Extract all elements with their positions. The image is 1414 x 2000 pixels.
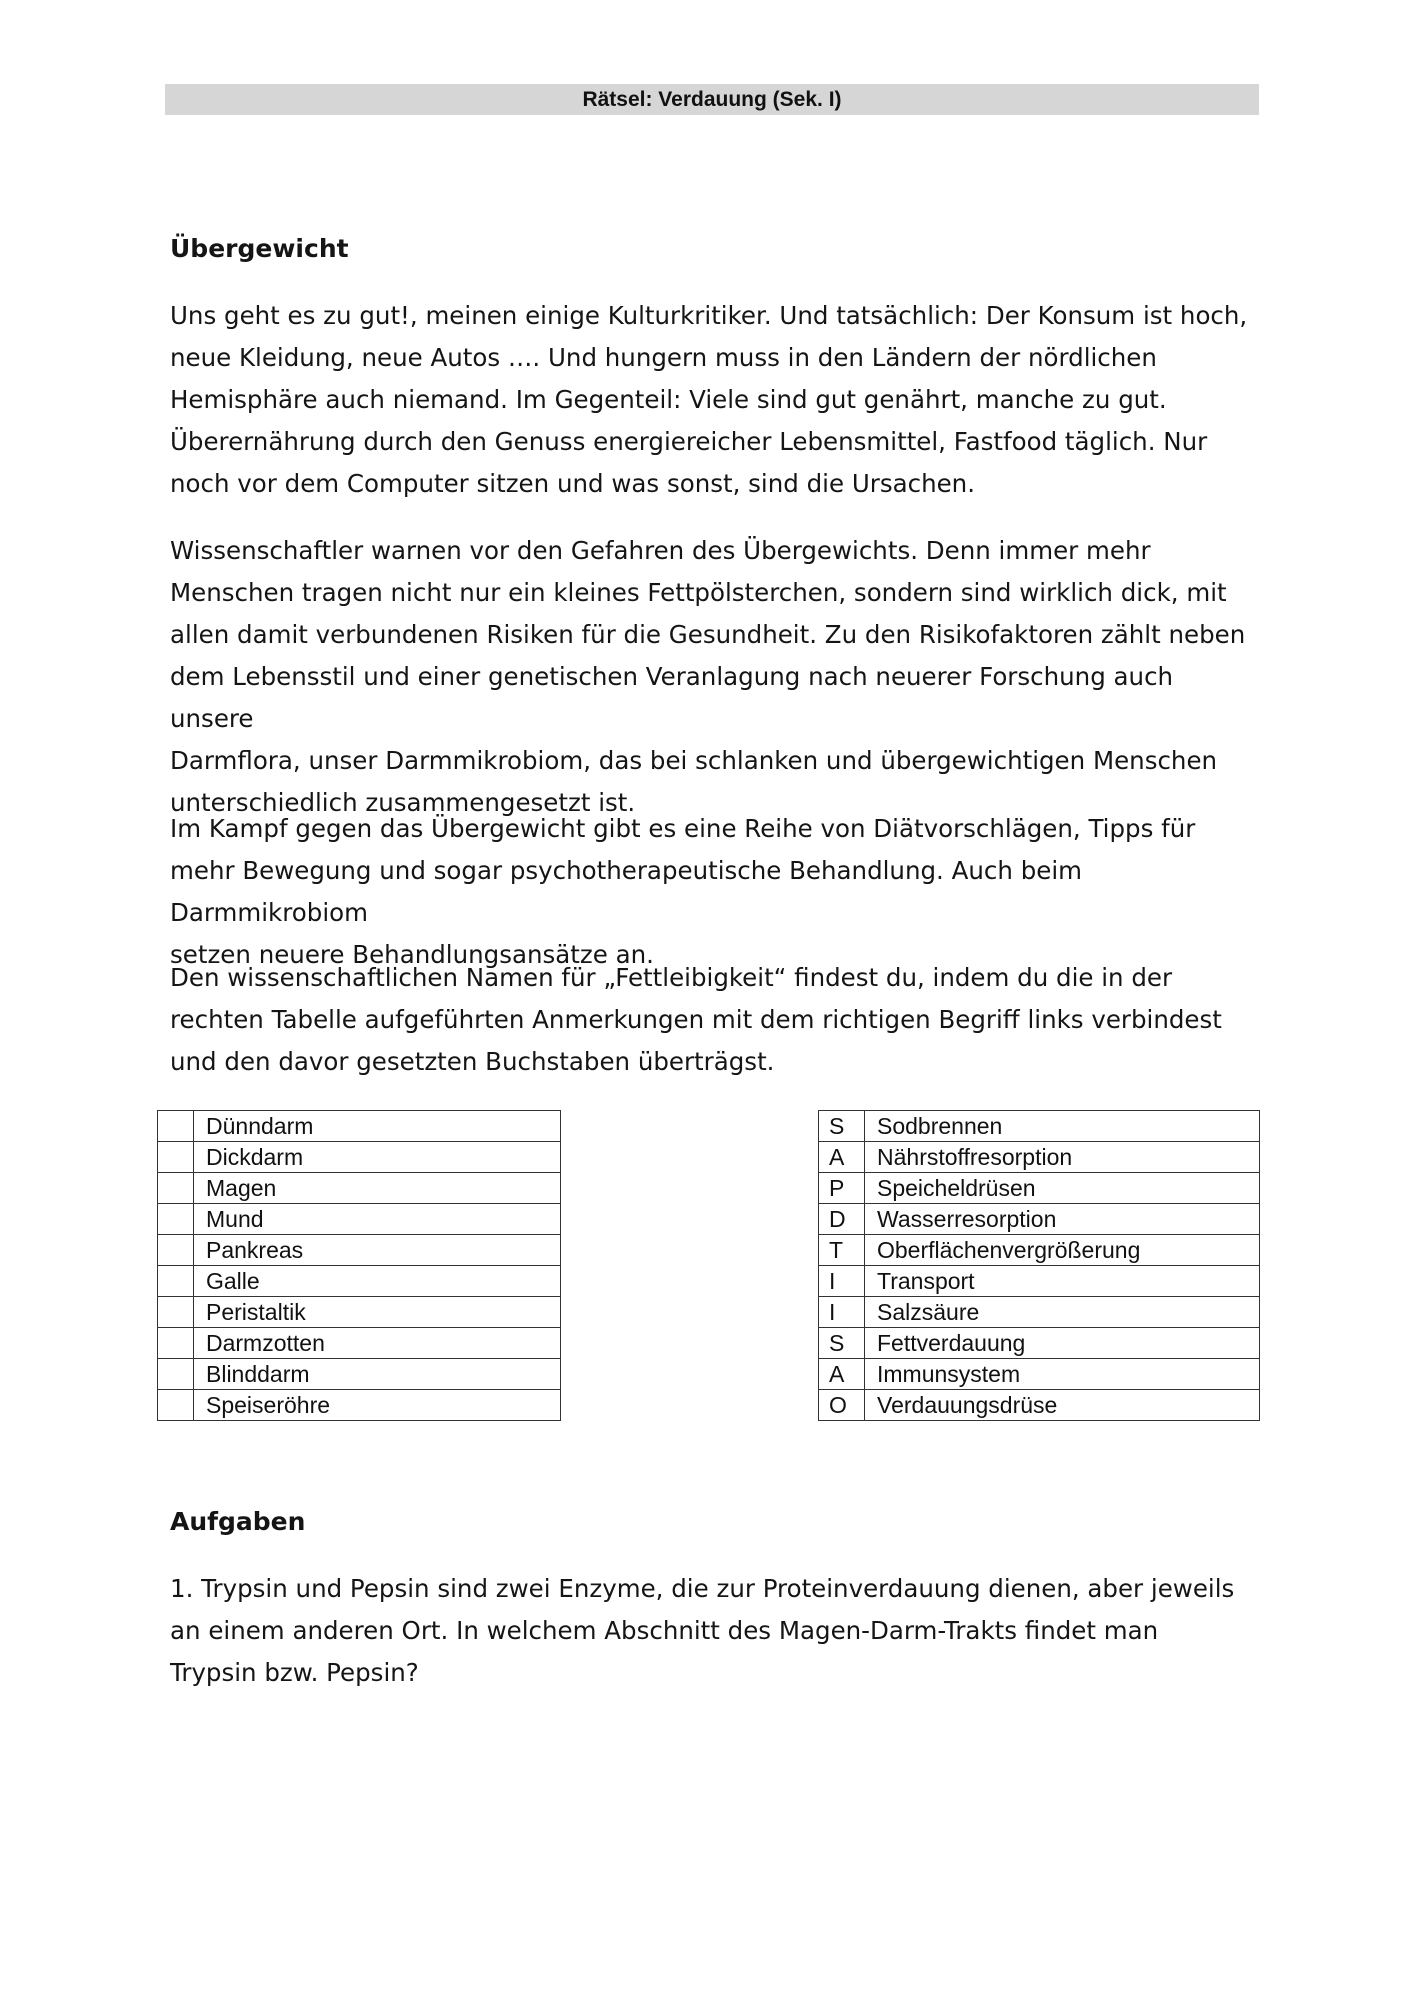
- letter-cell: I: [819, 1297, 865, 1328]
- section-title-tasks: [170, 1507, 1260, 1536]
- hint-cell: Transport: [865, 1266, 1260, 1297]
- term-cell: Dickdarm: [194, 1142, 561, 1173]
- task-1: [170, 1568, 1260, 1694]
- table-row: [819, 1111, 1260, 1142]
- term-cell: Galle: [194, 1266, 561, 1297]
- section-heading: Übergewicht: [170, 234, 349, 263]
- table-row: [158, 1390, 561, 1421]
- section-title-overweight: [170, 234, 1260, 263]
- text-line: noch vor dem Computer sitzen und was sonst, sind die Ursachen.: [170, 469, 975, 498]
- letter-input-cell[interactable]: [158, 1328, 194, 1359]
- text-line: Wissenschaftler warnen vor den Gefahren des Übergewichts. Denn immer mehr: [170, 536, 1151, 565]
- table-row: [819, 1204, 1260, 1235]
- table-row: [819, 1297, 1260, 1328]
- term-cell: Pankreas: [194, 1235, 561, 1266]
- table-row: [819, 1235, 1260, 1266]
- text-line: Trypsin bzw. Pepsin?: [170, 1658, 419, 1687]
- text-line: an einem anderen Ort. In welchem Abschnitt des Magen-Darm-Trakts findet man: [170, 1616, 1159, 1645]
- hint-cell: Immunsystem: [865, 1359, 1260, 1390]
- term-cell: Blinddarm: [194, 1359, 561, 1390]
- letter-input-cell[interactable]: [158, 1204, 194, 1235]
- table-row: [819, 1390, 1260, 1421]
- text-line: unterschiedlich zusammengesetzt ist.: [170, 788, 636, 817]
- page-header: [165, 84, 1259, 115]
- table-row: [158, 1111, 561, 1142]
- term-cell: Mund: [194, 1204, 561, 1235]
- table-row: [819, 1173, 1260, 1204]
- hint-cell: Wasserresorption: [865, 1204, 1260, 1235]
- paragraph-3: [170, 808, 1260, 976]
- table-row: [819, 1266, 1260, 1297]
- letter-cell: S: [819, 1111, 865, 1142]
- letter-cell: O: [819, 1390, 865, 1421]
- table-row: [158, 1204, 561, 1235]
- letter-input-cell[interactable]: [158, 1142, 194, 1173]
- text-line: Den wissenschaftlichen Namen für „Fettleibigkeit“ findest du, indem du die in der: [170, 963, 1173, 992]
- table-row: [819, 1328, 1260, 1359]
- text-line: dem Lebensstil und einer genetischen Veranlagung nach neuerer Forschung auch unsere: [170, 662, 1174, 733]
- table-row: [158, 1173, 561, 1204]
- hint-cell: Oberflächenvergrößerung: [865, 1235, 1260, 1266]
- letter-input-cell[interactable]: [158, 1266, 194, 1297]
- table-row: [158, 1235, 561, 1266]
- letter-cell: D: [819, 1204, 865, 1235]
- table-row: [819, 1142, 1260, 1173]
- term-cell: Peristaltik: [194, 1297, 561, 1328]
- text-line: neue Kleidung, neue Autos …. Und hungern muss in den Ländern der nördlichen: [170, 343, 1157, 372]
- table-row: [158, 1359, 561, 1390]
- page-header-title: Rätsel: Verdauung (Sek. I): [582, 88, 842, 111]
- term-cell: Magen: [194, 1173, 561, 1204]
- letter-cell: P: [819, 1173, 865, 1204]
- letter-cell: A: [819, 1142, 865, 1173]
- hint-cell: Speicheldrüsen: [865, 1173, 1260, 1204]
- text-line: mehr Bewegung und sogar psychotherapeutische Behandlung. Auch beim Darmmikrobiom: [170, 856, 1082, 927]
- hints-table: [818, 1110, 1260, 1421]
- text-line: allen damit verbundenen Risiken für die Gesundheit. Zu den Risikofaktoren zählt neben: [170, 620, 1246, 649]
- term-cell: Darmzotten: [194, 1328, 561, 1359]
- letter-input-cell[interactable]: [158, 1235, 194, 1266]
- hint-cell: Salzsäure: [865, 1297, 1260, 1328]
- table-row: [158, 1266, 561, 1297]
- term-cell: Speiseröhre: [194, 1390, 561, 1421]
- text-line: Darmflora, unser Darmmikrobiom, das bei schlanken und übergewichtigen Menschen: [170, 746, 1218, 775]
- text-line: Uns geht es zu gut!, meinen einige Kulturkritiker. Und tatsächlich: Der Konsum ist hoch,: [170, 301, 1248, 330]
- text-line: Im Kampf gegen das Übergewicht gibt es eine Reihe von Diätvorschlägen, Tipps für: [170, 814, 1196, 843]
- text-line: rechten Tabelle aufgeführten Anmerkungen mit dem richtigen Begriff links verbindest: [170, 1005, 1222, 1034]
- letter-input-cell[interactable]: [158, 1173, 194, 1204]
- letter-input-cell[interactable]: [158, 1359, 194, 1390]
- table-row: [158, 1142, 561, 1173]
- letter-input-cell[interactable]: [158, 1111, 194, 1142]
- letter-cell: I: [819, 1266, 865, 1297]
- text-line: 1. Trypsin und Pepsin sind zwei Enzyme, die zur Proteinverdauung dienen, aber jeweils: [170, 1574, 1235, 1603]
- table-row: [158, 1297, 561, 1328]
- text-line: Hemisphäre auch niemand. Im Gegenteil: Viele sind gut genährt, manche zu gut.: [170, 385, 1167, 414]
- paragraph-2: [170, 530, 1260, 824]
- paragraph-4: [170, 957, 1260, 1083]
- text-line: Überernährung durch den Genuss energiereicher Lebensmittel, Fastfood täglich. Nur: [170, 427, 1208, 456]
- letter-cell: T: [819, 1235, 865, 1266]
- letter-input-cell[interactable]: [158, 1390, 194, 1421]
- section-heading: Aufgaben: [170, 1507, 306, 1536]
- paragraph-1: [170, 295, 1260, 505]
- text-line: Menschen tragen nicht nur ein kleines Fettpölsterchen, sondern sind wirklich dick, mit: [170, 578, 1227, 607]
- hint-cell: Sodbrennen: [865, 1111, 1260, 1142]
- table-row: [819, 1359, 1260, 1390]
- hint-cell: Fettverdauung: [865, 1328, 1260, 1359]
- letter-input-cell[interactable]: [158, 1297, 194, 1328]
- letter-cell: A: [819, 1359, 865, 1390]
- text-line: setzen neuere Behandlungsansätze an.: [170, 940, 654, 969]
- table-row: [158, 1328, 561, 1359]
- letter-cell: S: [819, 1328, 865, 1359]
- term-cell: Dünndarm: [194, 1111, 561, 1142]
- hint-cell: Nährstoffresorption: [865, 1142, 1260, 1173]
- text-line: und den davor gesetzten Buchstaben überträgst.: [170, 1047, 775, 1076]
- hint-cell: Verdauungsdrüse: [865, 1390, 1260, 1421]
- terms-table: [157, 1110, 561, 1421]
